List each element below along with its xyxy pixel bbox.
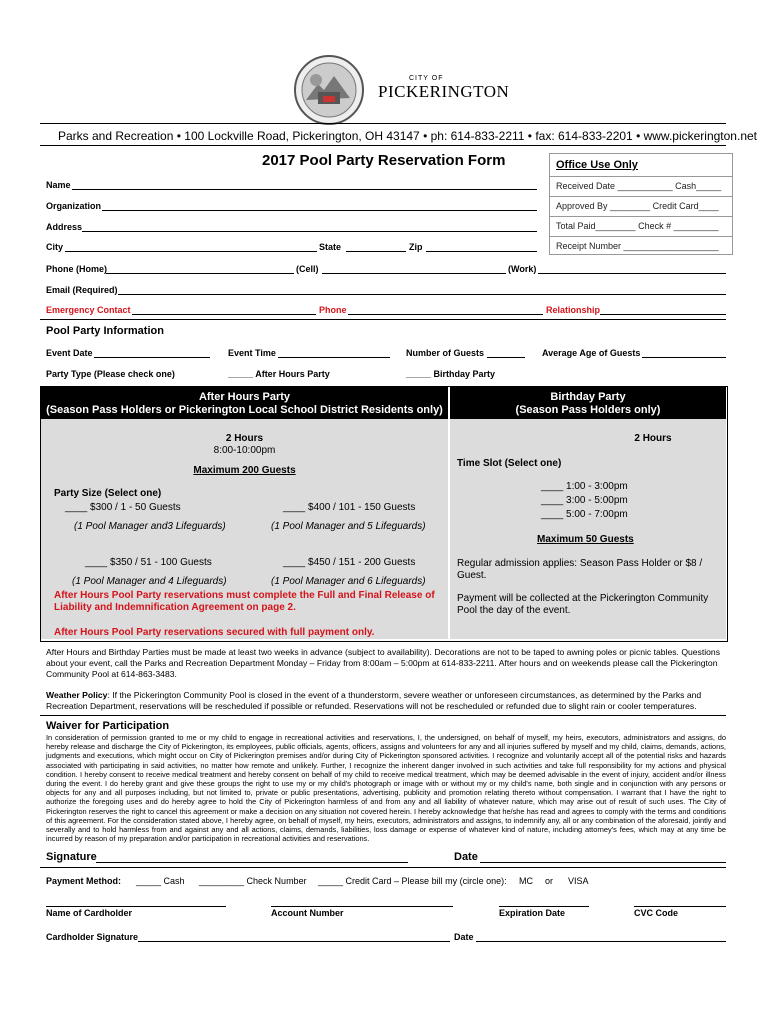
- cvc-field[interactable]: [634, 906, 726, 907]
- release-warning: After Hours Pool Party reservations must complete the Full and Final Release of Liability and Indemnification Agreement on page 2.: [54, 590, 435, 613]
- birthday-subtitle: (Season Pass Holders only): [515, 404, 661, 416]
- waiver-heading: Waiver for Participation: [46, 720, 170, 732]
- staff-note: (1 Pool Manager and3 Lifeguards): [74, 521, 226, 532]
- birthday-duration: 2 Hours: [634, 433, 672, 444]
- birthday-payment-note: Payment will be collected at the Pickerington Community Pool the day of the event.: [457, 593, 709, 616]
- section-divider: [40, 715, 726, 716]
- after-hours-time: 8:00-10:00pm: [213, 445, 276, 456]
- cardholder-date-label: Date: [454, 932, 474, 942]
- event-time-field[interactable]: [278, 357, 390, 358]
- or-text: or: [545, 876, 554, 886]
- number-of-guests-label: Number of Guests: [406, 348, 485, 358]
- cardholder-name-field[interactable]: [46, 906, 226, 907]
- state-field[interactable]: [346, 251, 406, 252]
- form-title: 2017 Pool Party Reservation Form: [262, 152, 506, 169]
- cardholder-date-field[interactable]: [476, 941, 726, 942]
- section-divider: [40, 867, 726, 868]
- birthday-max-guests: Maximum 50 Guests: [537, 534, 634, 545]
- event-time-label: Event Time: [228, 348, 276, 358]
- email-field[interactable]: [118, 294, 726, 295]
- phone-home-label: Phone (Home): [46, 264, 108, 274]
- section-divider: [40, 319, 726, 320]
- birthday-title: Birthday Party: [550, 391, 626, 403]
- event-date-field[interactable]: [94, 357, 210, 358]
- birthday-option[interactable]: _____ Birthday Party: [406, 369, 496, 379]
- signature-date-field[interactable]: [480, 862, 726, 863]
- account-number-label: Account Number: [271, 908, 344, 918]
- phone-home-field[interactable]: [106, 273, 294, 274]
- waiver-text: In consideration of permission granted to me or my child to engage in recreational activities and reservations, I, the undersigned, on behalf of myself, my heirs, executors, administrators and assigns, do hereby release and discharge the City of Pickerington, its employees, public officials, agents, officers, assigns and volunteers for any and all injuries suffered by myself and my child, claims, demands, actions, judgments and executions, which might occur on City of Pickerington premises and/or during City of Pickerington sponsored activities. I recognize and voluntarily accept all of the potential risks and hazards associated with participating in said activities, no matter how remote and unlikely. Further, I recognize the inherent danger involved in such activities and take full responsibility for my actions and physical condition. I hereby consent to receive medical treatment and hereby consent on behalf of my child to receive medical treatment, which may be deemed advisable in the event of injury, accident and/or illness during the event. I do hereby grant and give these groups the right to use my or my child's photograph or image with or without my or my child's name, both single and in conjunction with any persons or objects for any and all purposes including, but not limited to, private or public presentations, advertising, publicity and promotion relating thereto without compensation. I warrant that I have the right to authorize the foregoing uses and do hereby agree to hold the City of Pickerington harmless of and from any and all liability of whatever nature, which may arise out of result of such uses. The City of Pickerington reserves the right to cancel this agreement or make a decision on any situation not covered herein. I hereby acknowledge that he/she has read and agrees to comply with the terms and conditions of this agreement. For the consideration stated above, I hereby agree, on behalf of myself, my heirs, executors, administrators and assigns, to indemnify any, all or any combination of the aforesaid, jointly and severally and to hold harmless from and against any and all actions, claims, demands, liabilities, loss damage or expense of whatever kind of nature, including attorney's fees, which may at any time be incurred by reason of my preparation and/or participation in recreational activities and reservations.: [46, 733, 726, 844]
- after-hours-subtitle: (Season Pass Holders or Pickerington Local School District Residents only): [46, 404, 443, 416]
- zip-field[interactable]: [426, 251, 537, 252]
- staff-note: (1 Pool Manager and 6 Lifeguards): [271, 576, 426, 587]
- city-label: City: [46, 242, 64, 252]
- city-name: PICKERINGTON: [378, 82, 510, 101]
- weather-policy-label: Weather Policy: [46, 690, 108, 700]
- account-number-field[interactable]: [271, 906, 453, 907]
- emergency-contact-field[interactable]: [132, 314, 316, 315]
- party-size-option[interactable]: ____ $450 / 151 - 200 Guests: [283, 557, 416, 568]
- number-of-guests-field[interactable]: [487, 357, 525, 358]
- after-hours-title: After Hours Party: [198, 391, 291, 403]
- time-slot-option[interactable]: ____ 5:00 - 7:00pm: [541, 509, 628, 520]
- staff-note: (1 Pool Manager and 5 Lifeguards): [271, 521, 426, 532]
- party-size-option[interactable]: ____ $400 / 101 - 150 Guests: [283, 502, 416, 513]
- office-use-box: [549, 153, 733, 255]
- party-size-option[interactable]: ____ $300 / 1 - 50 Guests: [65, 502, 181, 513]
- time-slot-option[interactable]: ____ 1:00 - 3:00pm: [541, 481, 628, 492]
- weather-policy-text: : If the Pickerington Community Pool is closed in the event of a thunderstorm, severe weather or unforeseen circumstances, as determined by the Parks and Recreation Department, reservations will be rescheduled if possible or refunded. Reservations will not be rescheduled or refunded due to slight rain or cooler temperatures.: [46, 690, 702, 711]
- average-age-field[interactable]: [642, 357, 726, 358]
- relationship-label: Relationship: [546, 305, 601, 315]
- average-age-label: Average Age of Guests: [542, 348, 641, 358]
- cash-option[interactable]: _____ Cash: [136, 876, 185, 886]
- party-type-label: Party Type (Please check one): [46, 369, 175, 379]
- full-payment-note: After Hours Pool Party reservations secured with full payment only.: [54, 627, 375, 638]
- office-row: Receipt Number ___________________: [556, 241, 719, 251]
- cardholder-name-label: Name of Cardholder: [46, 908, 133, 918]
- email-label: Email (Required): [46, 285, 118, 295]
- name-field[interactable]: [72, 189, 537, 190]
- column-divider: [448, 387, 450, 640]
- emergency-phone-field[interactable]: [348, 314, 543, 315]
- relationship-field[interactable]: [600, 314, 726, 315]
- emergency-phone-label: Phone: [319, 305, 347, 315]
- work-field[interactable]: [538, 273, 726, 274]
- mc-option[interactable]: MC: [519, 876, 533, 886]
- contact-line: Parks and Recreation • 100 Lockville Road, Pickerington, OH 43147 • ph: 614-833-2211 • fax: 614-833-2201 • www.pickerington.net: [58, 129, 757, 143]
- birthday-header: [450, 387, 726, 419]
- time-slot-label: Time Slot (Select one): [457, 458, 562, 469]
- credit-card-option[interactable]: _____ Credit Card – Please bill my (circle one):: [318, 876, 507, 886]
- expiration-field[interactable]: [499, 906, 589, 907]
- cardholder-signature-field[interactable]: [138, 941, 450, 942]
- expiration-label: Expiration Date: [499, 908, 566, 918]
- name-label: Name: [46, 180, 71, 190]
- office-row: Total Paid________ Check # _________: [550, 217, 732, 237]
- office-row: Approved By ________ Credit Card____: [550, 197, 732, 217]
- emergency-contact-label: Emergency Contact: [46, 305, 131, 315]
- organization-field[interactable]: [102, 210, 537, 211]
- address-label: Address: [46, 222, 83, 232]
- state-label: State: [319, 242, 342, 252]
- cvc-label: CVC Code: [634, 908, 679, 918]
- signature-field[interactable]: [96, 862, 408, 863]
- office-row: Received Date ___________ Cash_____: [550, 177, 732, 197]
- after-hours-max-guests: Maximum 200 Guests: [193, 465, 296, 476]
- zip-label: Zip: [409, 242, 423, 252]
- time-slot-option[interactable]: ____ 3:00 - 5:00pm: [541, 495, 628, 506]
- admission-note: Regular admission applies: Season Pass Holder or $8 / Guest.: [457, 558, 703, 581]
- visa-option[interactable]: VISA: [568, 876, 589, 886]
- cardholder-signature-label: Cardholder Signature: [46, 932, 139, 942]
- event-date-label: Event Date: [46, 348, 93, 358]
- staff-note: (1 Pool Manager and 4 Lifeguards): [72, 576, 227, 587]
- city-seal-icon: [292, 54, 366, 126]
- organization-label: Organization: [46, 201, 102, 211]
- signature-label: Signature: [46, 851, 97, 863]
- cell-field[interactable]: [322, 273, 506, 274]
- city-field[interactable]: [65, 251, 317, 252]
- office-use-title: Office Use Only: [550, 154, 732, 177]
- pool-party-heading: Pool Party Information: [46, 325, 164, 337]
- signature-date-label: Date: [454, 851, 478, 863]
- city-of-label: CITY OF: [409, 75, 444, 82]
- payment-method-label: Payment Method:: [46, 876, 122, 886]
- header-divider: [40, 123, 726, 124]
- advance-note: After Hours and Birthday Parties must be made at least two weeks in advance (subject to availability). Decorations are not to be taped to awning poles or picnic tables. Questions about your event, call the Parks and Recreation Department Monday – Friday from 8:00am – 5:00pm at 614-833-2211. After hours and on weekends please call the Pickerington Community Pool at 614-863-3483.: [46, 647, 721, 679]
- after-hours-duration: 2 Hours: [225, 433, 264, 444]
- cell-label: (Cell): [296, 264, 319, 274]
- party-size-option[interactable]: ____ $350 / 51 - 100 Guests: [85, 557, 212, 568]
- after-hours-option[interactable]: _____ After Hours Party: [228, 369, 330, 379]
- after-hours-header: [41, 387, 448, 419]
- weather-policy: [46, 690, 726, 712]
- header-divider-2: [40, 145, 726, 146]
- work-label: (Work): [508, 264, 537, 274]
- party-size-label: Party Size (Select one): [54, 488, 162, 499]
- address-field[interactable]: [82, 231, 537, 232]
- check-option[interactable]: _________ Check Number: [199, 876, 307, 886]
